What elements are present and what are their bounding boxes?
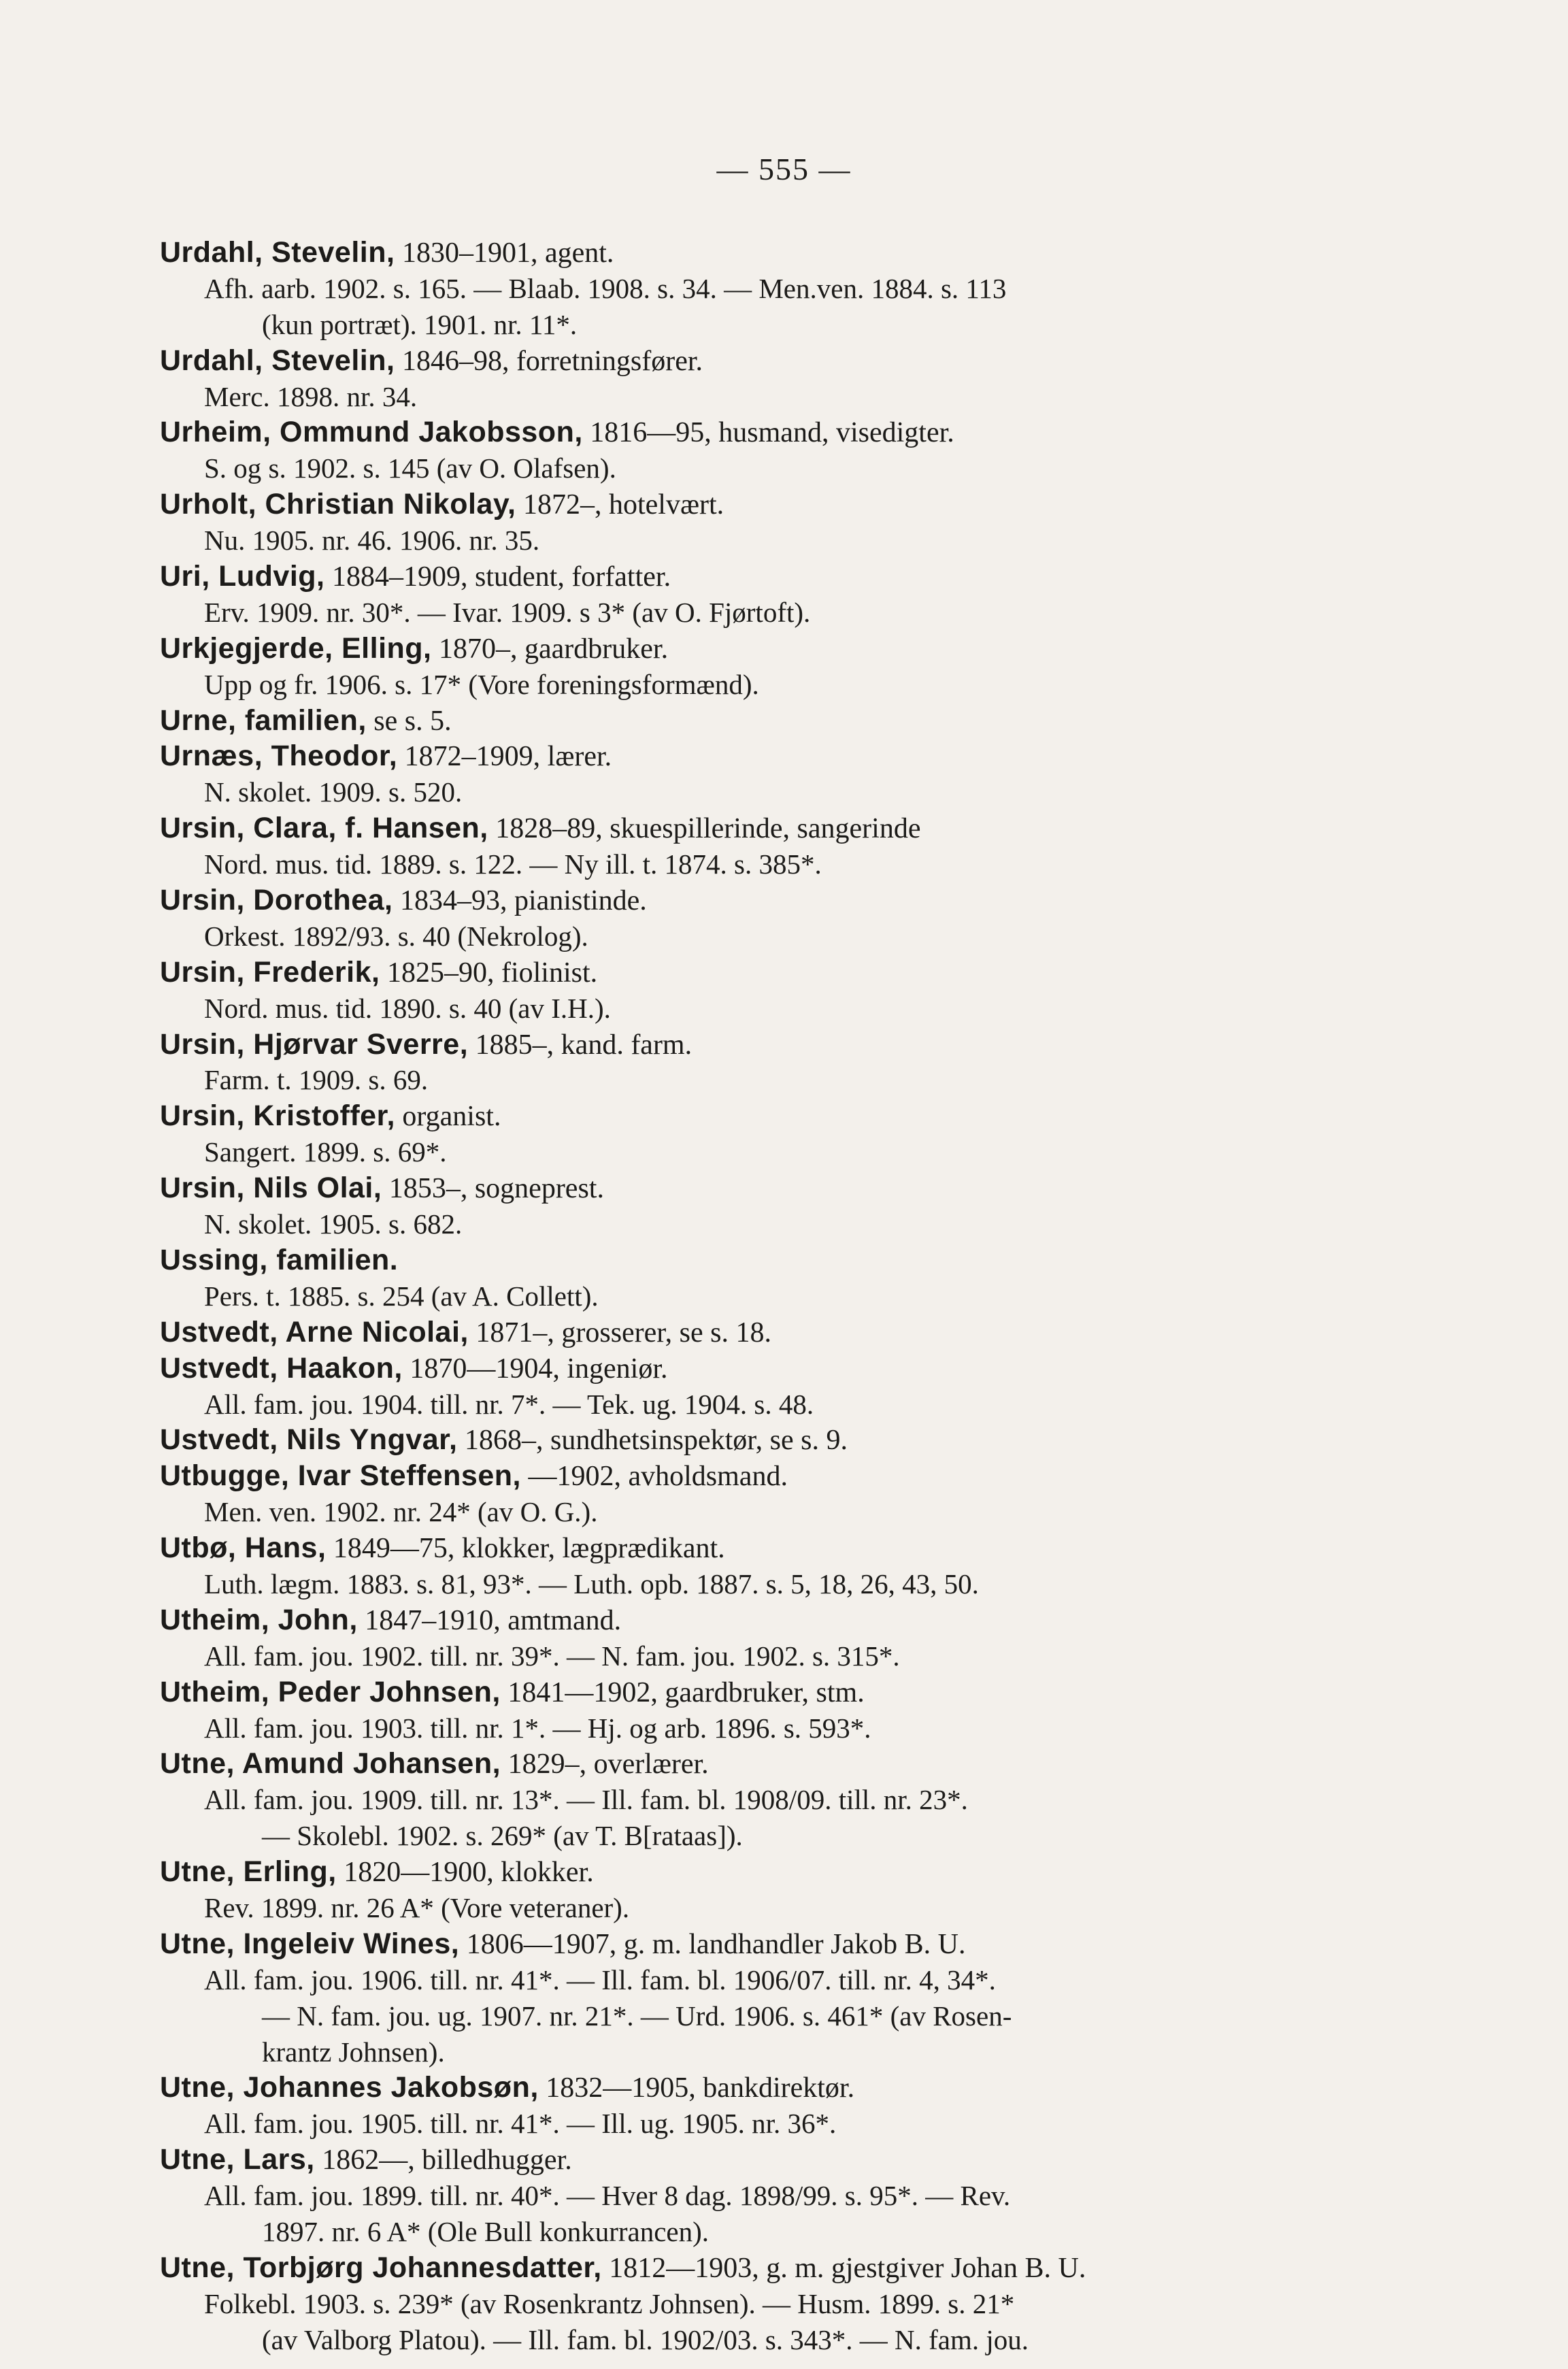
entry <box>160 2070 1344 2142</box>
entry-name: Ussing, familien. <box>160 1243 399 1276</box>
entry-description: 1872–1909, lærer. <box>397 741 612 773</box>
entry-heading <box>160 1926 1344 1962</box>
entry <box>160 1242 1344 1314</box>
entry-reference: All. fam. jou. 1899. till. nr. 40*. — Hver 8 dag. 1898/99. s. 95*. — Rev. <box>204 2180 1011 2212</box>
entry-heading <box>160 2250 1344 2286</box>
entry-description: 1812—1903, g. m. gjestgiver Johan B. U. <box>601 2252 1086 2284</box>
entry-heading <box>160 1170 1344 1206</box>
entry-description: 1816—95, husmand, visedigter. <box>582 417 954 449</box>
entry-heading <box>160 235 1344 271</box>
entry <box>160 1422 1344 1458</box>
entry-reference: Upp og fr. 1906. s. 17* (Vore foreningsformænd). <box>204 668 759 700</box>
entry-reference: Erv. 1909. nr. 30*. — Ivar. 1909. s 3* (av O. Fjørtoft). <box>204 596 811 628</box>
entry-description: 1884–1909, student, forfatter. <box>324 561 671 593</box>
entry-list <box>160 235 1344 2358</box>
entry-reference: S. og s. 1902. s. 145 (av O. Olafsen). <box>204 452 616 484</box>
entry <box>160 414 1344 486</box>
entry-heading <box>160 1027 1344 1063</box>
entry-heading <box>160 882 1344 918</box>
entry-reference: All. fam. jou. 1902. till. nr. 39*. — N. fam. jou. 1902. s. 315*. <box>204 1640 900 1672</box>
entry-reference: (kun portræt). 1901. nr. 11*. <box>262 308 578 340</box>
entry-description: se s. 5. <box>366 705 452 737</box>
entry-reference: Luth. lægm. 1883. s. 81, 93*. — Luth. opb. 1887. s. 5, 18, 26, 43, 50. <box>204 1568 979 1600</box>
entry-description: 1830–1901, agent. <box>395 237 614 269</box>
entry-reference: N. skolet. 1909. s. 520. <box>204 776 463 808</box>
entry-heading <box>160 1242 1344 1278</box>
entry-description: 1870—1904, ingeniør. <box>402 1353 668 1385</box>
entry-heading <box>160 1422 1344 1458</box>
entry-description: 1841—1902, gaardbruker, stm. <box>500 1676 865 1708</box>
entry-reference: krantz Johnsen). <box>262 2036 445 2068</box>
entry-heading <box>160 1674 1344 1710</box>
entry-heading <box>160 559 1344 595</box>
entry-heading <box>160 1458 1344 1494</box>
entry-name: Utbugge, Ivar Steffensen, <box>160 1459 521 1493</box>
entry <box>160 1351 1344 1423</box>
entry-name: Utne, Johannes Jakobsøn, <box>160 2071 539 2104</box>
entry-reference: Folkebl. 1903. s. 239* (av Rosenkrantz Johnsen). — Husm. 1899. s. 21* <box>204 2287 1015 2319</box>
entry <box>160 810 1344 882</box>
entry <box>160 882 1344 955</box>
entry-name: Uri, Ludvig, <box>160 560 325 593</box>
entry-heading <box>160 2070 1344 2106</box>
entry-name: Urkjegjerde, Elling, <box>160 631 432 665</box>
entry-reference: Nu. 1905. nr. 46. 1906. nr. 35. <box>204 525 540 557</box>
entry <box>160 955 1344 1027</box>
entry <box>160 2142 1344 2250</box>
entry-heading <box>160 738 1344 774</box>
entry-heading <box>160 1854 1344 1890</box>
entry-description: 1868–, sundhetsinspektør, se s. 9. <box>457 1425 848 1457</box>
entry-name: Urholt, Christian Nikolay, <box>160 488 516 521</box>
entry <box>160 738 1344 810</box>
entry <box>160 235 1344 343</box>
entry-name: Ursin, Kristoffer, <box>160 1099 395 1133</box>
entry-name: Urheim, Ommund Jakobsson, <box>160 416 583 449</box>
entry <box>160 1854 1344 1926</box>
entry-name: Utheim, John, <box>160 1603 358 1636</box>
entry-description: 1849—75, klokker, lægprædikant. <box>326 1533 725 1565</box>
entry-name: Utheim, Peder Johnsen, <box>160 1675 501 1708</box>
entry <box>160 343 1344 415</box>
entry-name: Ustvedt, Nils Yngvar, <box>160 1423 458 1457</box>
entry-name: Urdahl, Stevelin, <box>160 344 395 377</box>
entry-heading <box>160 343 1344 379</box>
entry-reference: All. fam. jou. 1905. till. nr. 41*. — Ill. ug. 1905. nr. 36*. <box>204 2108 837 2140</box>
entry-name: Ursin, Nils Olai, <box>160 1172 382 1205</box>
entry-name: Utne, Amund Johansen, <box>160 1747 501 1780</box>
entry-heading <box>160 2142 1344 2178</box>
entry-description: 1871–, grosserer, se s. 18. <box>468 1316 771 1348</box>
entry-name: Ustvedt, Arne Nicolai, <box>160 1315 469 1348</box>
entry-heading <box>160 1098 1344 1134</box>
entry-name: Ursin, Dorothea, <box>160 884 393 917</box>
entry-reference: Men. ven. 1902. nr. 24* (av O. G.). <box>204 1496 598 1528</box>
entry-name: Utne, Lars, <box>160 2143 315 2176</box>
entry-reference: All. fam. jou. 1909. till. nr. 13*. — Ill. fam. bl. 1908/09. till. nr. 23*. <box>204 1784 968 1816</box>
entry-name: Utne, Torbjørg Johannesdatter, <box>160 2251 602 2284</box>
entry-description: 1846–98, forretningsfører. <box>395 345 703 377</box>
entry <box>160 1458 1344 1530</box>
entry-heading <box>160 955 1344 991</box>
entry-reference: Pers. t. 1885. s. 254 (av A. Collett). <box>204 1280 599 1312</box>
entry-description: 1862—, billedhugger. <box>314 2144 572 2176</box>
entry-description: 1832—1905, bankdirektør. <box>538 2072 855 2104</box>
entry-reference: Sangert. 1899. s. 69*. <box>204 1136 447 1168</box>
entry-heading <box>160 1530 1344 1566</box>
entry <box>160 1674 1344 1746</box>
entry <box>160 1314 1344 1351</box>
entry <box>160 1170 1344 1242</box>
entry-description: 1806—1907, g. m. landhandler Jakob B. U. <box>459 1928 966 1960</box>
entry-heading <box>160 1602 1344 1638</box>
entry-reference: Afh. aarb. 1902. s. 165. — Blaab. 1908. s. 34. — Men.ven. 1884. s. 113 <box>204 272 1007 304</box>
entry-heading <box>160 703 1344 739</box>
entry-description: —1902, avholdsmand. <box>520 1461 788 1493</box>
entry-name: Urne, familien, <box>160 703 367 737</box>
entry-reference: 1897. nr. 6 A* (Ole Bull konkurrancen). <box>262 2215 710 2247</box>
entry <box>160 1530 1344 1602</box>
entry-reference: — N. fam. jou. ug. 1907. nr. 21*. — Urd. 1906. s. 461* (av Rosen- <box>262 2000 1012 2032</box>
entry-reference: Nord. mus. tid. 1889. s. 122. — Ny ill. t. 1874. s. 385*. <box>204 848 822 880</box>
entry <box>160 631 1344 703</box>
entry-reference: Merc. 1898. nr. 34. <box>204 380 418 412</box>
entry <box>160 1098 1344 1170</box>
entry-name: Ustvedt, Haakon, <box>160 1351 403 1385</box>
entry <box>160 2250 1344 2358</box>
entry-reference: All. fam. jou. 1903. till. nr. 1*. — Hj. og arb. 1896. s. 593*. <box>204 1712 871 1744</box>
entry-heading <box>160 1314 1344 1351</box>
entry <box>160 559 1344 631</box>
entry <box>160 1602 1344 1674</box>
entry-name: Utne, Ingeleiv Wines, <box>160 1927 460 1960</box>
entry-description: 1820—1900, klokker. <box>336 1857 594 1889</box>
entry-description: 1853–, sogneprest. <box>382 1173 604 1205</box>
page-number: — 555 — <box>716 152 852 186</box>
entry-description: organist. <box>395 1101 501 1133</box>
entry-description: 1829–, overlærer. <box>501 1749 709 1780</box>
entry-reference: Rev. 1899. nr. 26 A* (Vore veteraner). <box>204 1891 630 1923</box>
entry-name: Urnæs, Theodor, <box>160 740 398 773</box>
entry-reference: All. fam. jou. 1904. till. nr. 7*. — Tek. ug. 1904. s. 48. <box>204 1388 814 1420</box>
entry-description: 1847–1910, amtmand. <box>357 1604 622 1636</box>
entry-reference: Nord. mus. tid. 1890. s. 40 (av I.H.). <box>204 992 611 1024</box>
entry <box>160 486 1344 559</box>
entry-reference: (av Valborg Platou). — Ill. fam. bl. 1902/03. s. 343*. — N. fam. jou. <box>262 2323 1029 2355</box>
entry-description: 1870–, gaardbruker. <box>431 633 669 665</box>
entry-description: 1872–, hotelvært. <box>516 489 724 521</box>
entry-description: 1828–89, skuespillerinde, sangerinde <box>488 813 921 845</box>
entry-heading <box>160 1746 1344 1782</box>
entry-heading <box>160 414 1344 450</box>
entry-heading <box>160 631 1344 667</box>
entry-description: 1834–93, pianistinde. <box>393 885 647 917</box>
entry-description: 1825–90, fiolinist. <box>380 957 598 989</box>
entry <box>160 1926 1344 2070</box>
entry-heading <box>160 486 1344 523</box>
entry-reference: Farm. t. 1909. s. 69. <box>204 1064 429 1096</box>
entry-name: Ursin, Clara, f. Hansen, <box>160 812 488 845</box>
entry-name: Utne, Erling, <box>160 1855 337 1889</box>
entry-reference: All. fam. jou. 1906. till. nr. 41*. — Ill. fam. bl. 1906/07. till. nr. 4, 34*. <box>204 1964 996 1995</box>
entry-name: Utbø, Hans, <box>160 1531 327 1565</box>
entry <box>160 1027 1344 1099</box>
entry-heading <box>160 1351 1344 1387</box>
entry-name: Ursin, Frederik, <box>160 955 380 989</box>
entry <box>160 1746 1344 1854</box>
entry-reference: — Skolebl. 1902. s. 269* (av T. B[rataas]). <box>262 1820 743 1852</box>
entry-name: Ursin, Hjørvar Sverre, <box>160 1027 469 1061</box>
entry-description: 1885–, kand. farm. <box>468 1029 693 1061</box>
entry <box>160 703 1344 739</box>
entry-reference: Orkest. 1892/93. s. 40 (Nekrolog). <box>204 920 588 952</box>
entry-reference: N. skolet. 1905. s. 682. <box>204 1208 463 1240</box>
entry-heading <box>160 810 1344 846</box>
entry-name: Urdahl, Stevelin, <box>160 236 395 269</box>
